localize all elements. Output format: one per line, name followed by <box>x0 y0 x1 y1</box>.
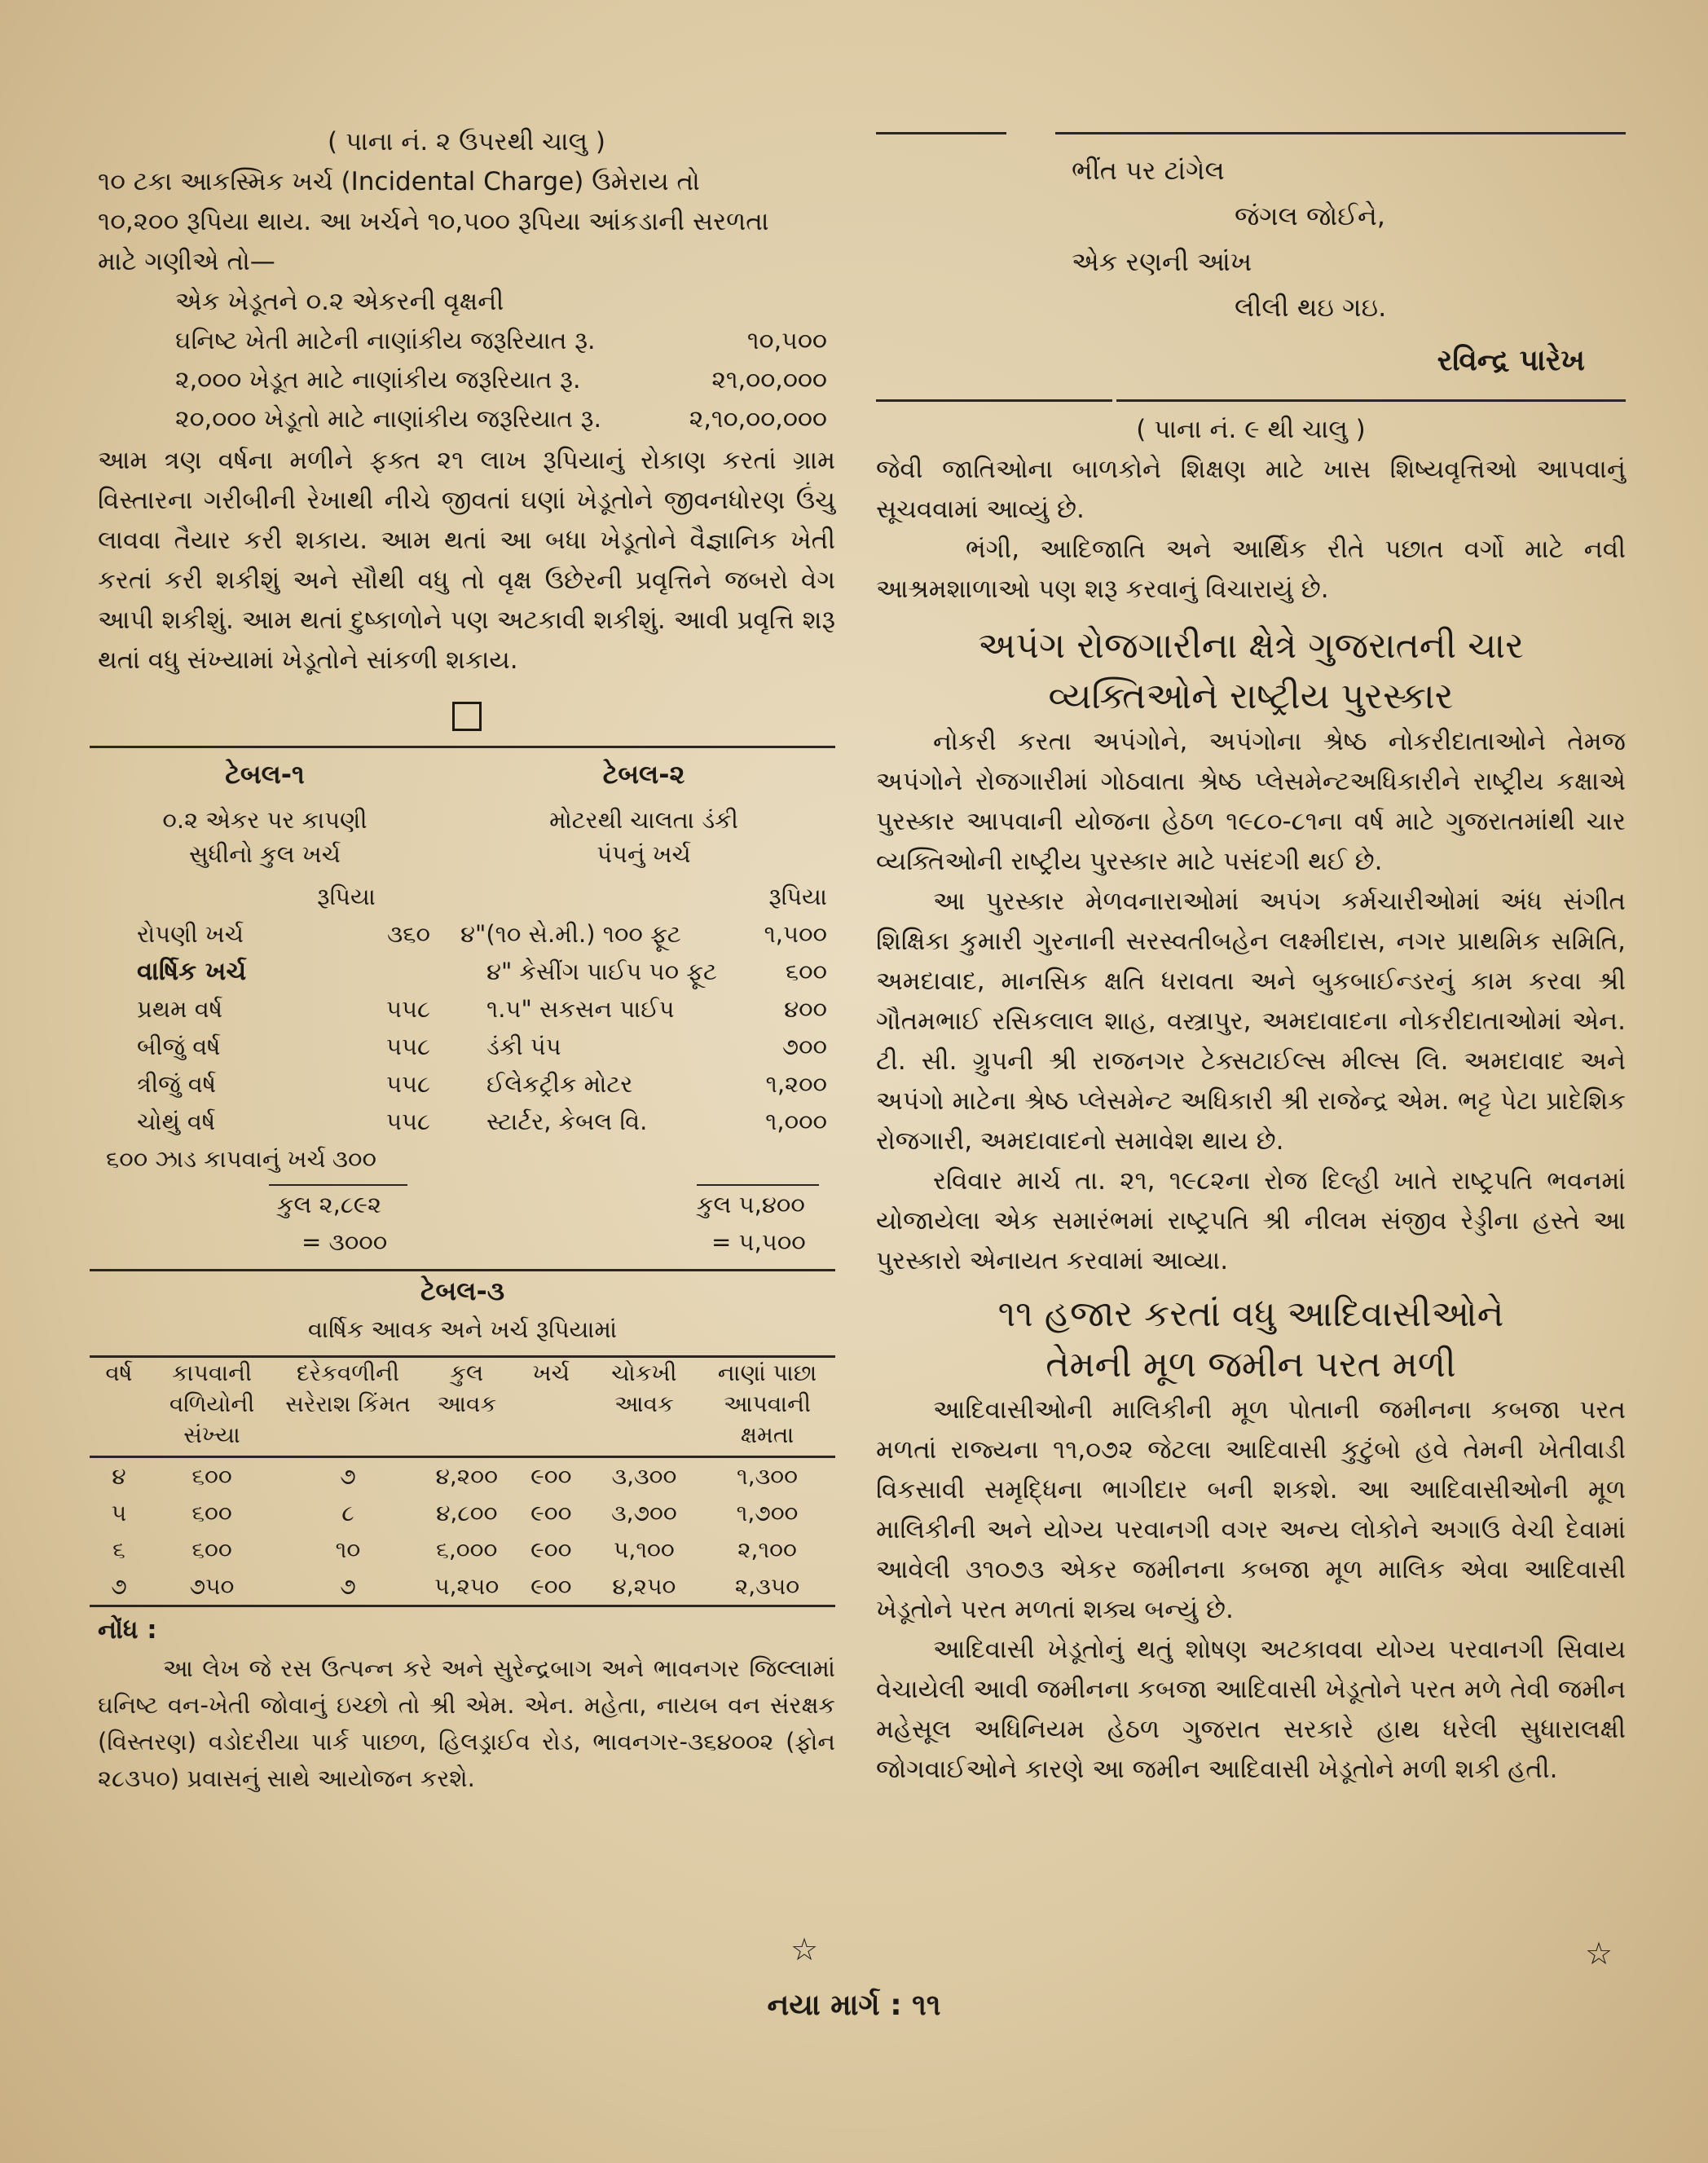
table-1-annual-label: વાર્ષિક ખર્ચ <box>137 957 247 986</box>
article-heading: અપંગ રોજગારીના ક્ષેત્રે ગુજરાતની ચાર <box>978 625 1524 667</box>
table-1-row: બીજું વર્ષ ૫૫૮ <box>137 1033 430 1060</box>
requirement-label: ૨૦,૦૦૦ ખેડૂતો માટે નાણાંકીય જરૂરિયાત રૂ. <box>175 405 602 434</box>
table-header: વર્ષ <box>105 1359 133 1386</box>
table-1-row: રોપણી ખર્ચ ૩૬૦ <box>137 920 430 948</box>
requirement-label: ૨,૦૦૦ ખેડૂત માટે નાણાંકીય જરૂરિયાત રૂ. <box>175 366 581 394</box>
table-2-row: ઈલેકટ્રીક મોટર ૧,૨૦૦ <box>486 1070 827 1098</box>
table-2-row: ૪"(૧૦ સે.મી.) ૧૦૦ ફૂટ ૧,૫૦૦ <box>460 920 827 948</box>
body-paragraph: રવિવાર માર્ચ તા. ૨૧, ૧૯૮૨ના રોજ દિલ્હી ખાતે રાષ્ટ્રપતિ ભવનમાં યોજાયેલા એક સમારંભમાં રાષ્ટ્રપતિ શ્રી નીલમ સંજીવ રેડ્ડીના હસ્તે આ પુરસ્કારો એનાયત કરવામાં આવ્યા. <box>876 1166 1626 1275</box>
table-2-title: ટેબલ-૨ <box>602 759 685 790</box>
table-header: કાપવાની વળિયોની સંખ્યા <box>169 1359 255 1448</box>
table-1-subtitle: સુધીનો કુલ ખર્ચ <box>189 840 341 868</box>
tables-1-2 <box>98 755 835 1261</box>
table-3-subtitle: વાર્ષિક આવક અને ખર્ચ રૂપિયામાં <box>307 1315 618 1343</box>
poem-line: જંગલ જોઈને, <box>1235 200 1385 231</box>
article-heading: તેમની મૂળ જમીન પરત મળી <box>1045 1344 1456 1385</box>
table-row: ૪ ૬૦૦ ૭ ૪,૨૦૦ ૯૦૦ ૩,૩૦૦ ૧,૩૦૦ <box>112 1463 798 1490</box>
intro-line: માટે ગણીએ તો— <box>98 247 275 276</box>
table-2-unit: રૂપિયા <box>768 883 827 910</box>
table-2-subtitle: પંપનું ખર્ચ <box>596 840 691 868</box>
requirement-row <box>98 322 835 361</box>
table-2-total: કુલ ૫,૪૦૦ <box>697 1191 805 1218</box>
table-3 <box>90 1271 835 1607</box>
poem-line: ભીંત પર ટાંગેલ <box>1072 155 1225 186</box>
page-footer: નયા માર્ગ : ૧૧ <box>767 1989 941 2022</box>
table-header: દરેકવળીની સરેરાશ કિંમત <box>285 1359 411 1417</box>
poem-line: લીલી થઇ ગઇ. <box>1235 292 1387 323</box>
body-paragraph: ભંગી, આદિજાતિ અને આર્થિક રીતે પછાત વર્ગો માટે નવી આશ્રમશાળાઓ પણ શરૂ કરવાનું વિચારાયું છે. <box>876 535 1626 604</box>
continued-note-left: ( પાના નં. ૨ ઉપરથી ચાલુ ) <box>328 127 605 156</box>
table-1-subtitle: ૦.૨ એકર પર કાપણી <box>162 806 368 834</box>
right-column <box>876 122 1626 1790</box>
table-1-rounded: = ૩૦૦૦ <box>302 1228 388 1256</box>
body-paragraph: આ પુરસ્કાર મેળવનારાઓમાં અપંગ કર્મચારીઓમાં અંધ સંગીત શિક્ષિકા કુમારી ગુરનાની સરસ્વતીબહેન લક્ષ્મીદાસ, નગર પ્રાથમિક સમિતિ, અમદાવાદ, માનસિક ક્ષતિ ધરાવતા અને બુકબાઈન્ડરનું કામ કરવા શ્રી ગૌતમભાઈ રસિકલાલ શાહ, વસ્ત્રાપુર, અમદાવાદના નોકરીદાતાઓમાં એન. ટી. સી. ગ્રુપની શ્રી રાજનગર ટેક્સટાઈલ્સ મીલ્સ લિ. અમદાવાદ અને અપંગો માટેના શ્રેષ્ઠ પ્લેસમેન્ટ અધિકારી શ્રી રાજેન્દ્ર એમ. ભટ્ટ પેટા પ્રાદેશિક રોજગારી, અમદાવાદનો સમાવેશ થાય છે. <box>876 887 1626 1156</box>
table-2 <box>452 755 835 1261</box>
note-label: નોંધ : <box>98 1615 157 1645</box>
table-2-row: ૧.૫" સકસન પાઈપ ૪૦૦ <box>486 995 827 1023</box>
table-1-unit: રૂપિયા <box>317 883 376 910</box>
table-header: ખર્ચ <box>532 1359 570 1386</box>
star-icon: ☆ <box>790 1932 819 1967</box>
article-heading: વ્યક્તિઓને રાષ્ટ્રીય પુરસ્કાર <box>1048 676 1454 717</box>
square-separator-icon <box>452 702 482 731</box>
table-2-row: સ્ટાર્ટર, કેબલ વિ. ૧,૦૦૦ <box>486 1108 827 1135</box>
section-separator <box>98 702 835 734</box>
poet-name: રવિન્દ્ર પારેખ <box>1437 344 1585 377</box>
requirement-row <box>98 361 835 400</box>
poem-line: એક રણની આંખ <box>1072 246 1252 277</box>
table-3-grid <box>90 1358 835 1605</box>
requirement-intro: એક ખેડૂતને ૦.૨ એકરની વૃક્ષની <box>175 287 504 316</box>
table-header: કુલ આવક <box>437 1359 497 1417</box>
table-header: નાણાં પાછા આપવાની ક્ષમતા <box>717 1359 817 1448</box>
table-row: ૬ ૬૦૦ ૧૦ ૬,૦૦૦ ૯૦૦ ૫,૧૦૦ ૨,૧૦૦ <box>112 1536 797 1563</box>
body-paragraph: જેવી જાતિઓના બાળકોને શિક્ષણ માટે ખાસ શિષ્યવૃત્તિઓ આપવાનું સૂચવવામાં આવ્યું છે. <box>876 455 1626 524</box>
table-3-title: ટેબલ-૩ <box>420 1275 505 1306</box>
body-paragraph: નોકરી કરતા અપંગોને, અપંગોના શ્રેષ્ઠ નોકરીદાતાઓને તેમજ અપંગોને રોજગારીમાં ગોઠવાતા શ્રેષ્ઠ પ્લેસમેન્ટઅધિકારીને રાષ્ટ્રીય કક્ષાએ પુરસ્કાર આપવાની યોજના હેઠળ ૧૯૮૦-૮૧ના વર્ષ માટે ગુજરાતમાંથી ચાર વ્યક્તિઓની રાષ્ટ્રીય પુરસ્કાર માટે પસંદગી થઈ છે. <box>876 727 1626 876</box>
table-header: ચોકખી આવક <box>611 1359 677 1417</box>
continued-note-right: ( પાના નં. ૯ થી ચાલુ ) <box>1136 415 1366 444</box>
table-row: ૫ ૬૦૦ ૮ ૪,૮૦૦ ૯૦૦ ૩,૭૦૦ ૧,૭૦૦ <box>111 1500 799 1526</box>
table-1-total: કુલ ૨,૮૯૨ <box>277 1191 381 1218</box>
requirement-row <box>98 400 835 439</box>
table-top-rule <box>90 746 835 748</box>
table-row: ૭ ૭૫૦ ૭ ૫,૨૫૦ ૯૦૦ ૪,૨૫૦ ૨,૩૫૦ <box>111 1573 800 1600</box>
requirement-value: ૨૧,૦૦,૦૦૦ <box>711 366 827 394</box>
table-2-rounded: = ૫,૫૦૦ <box>711 1228 806 1256</box>
intro-line: ૧૦,૨૦૦ રૂપિયા થાય. આ ખર્ચને ૧૦,૫૦૦ રૂપિયા આંકડાની સરળતા <box>98 207 769 236</box>
left-column <box>98 122 835 1797</box>
table-1-row: ચોથું વર્ષ ૫૫૮ <box>137 1108 430 1135</box>
table-1-row: ત્રીજું વર્ષ ૫૫૮ <box>137 1070 430 1098</box>
table-3-header-row <box>90 1358 835 1457</box>
body-paragraph: આમ ત્રણ વર્ષના મળીને ફક્ત ૨૧ લાખ રૂપિયાનું રોકાણ કરતાં ગ્રામ વિસ્તારના ગરીબીની રેખાથી નીચે જીવતાં ઘણાં ખેડૂતોને જીવનધોરણ ઉંચુ લાવવા તૈયાર કરી શકાય. આમ થતાં આ બધા ખેડૂતોને વૈજ્ઞાનિક ખેતી કરતાં કરી શકીશું અને સૌથી વધુ તો વૃક્ષ ઉછેરની પ્રવૃત્તિને જબરો વેગ આપી શકીશું. આમ થતાં દુષ્કાળોને પણ અટકાવી શકીશું. આવી પ્રવૃત્તિ શરૂ થતાં વધુ સંખ્યામાં ખેડૂતોને સાંકળી શકાય. <box>98 446 835 675</box>
body-paragraph: આદિવાસી ખેડૂતોનું થતું શોષણ અટકાવવા યોગ્ય પરવાનગી સિવાય વેચાયેલી આવી જમીનના કબજા આદિવાસી ખેડૂતોને પરત મળે તેવી જમીન મહેસૂલ અધિનિયમ હેઠળ ગુજરાત સરકારે હાથ ધરેલી સુધારાલક્ષી જોગવાઈઓને કારણે આ જમીન આદિવાસી ખેડૂતોને મળી શકી હતી. <box>876 1635 1626 1784</box>
requirement-label: ઘનિષ્ટ ખેતી માટેની નાણાંકીય જરૂરિયાત રૂ. <box>175 327 596 355</box>
intro-line: ૧૦ ટકા આકસ્મિક ખર્ચ (Incidental Charge) ઉમેરાય તો <box>98 167 700 196</box>
table-1 <box>98 755 432 1261</box>
requirement-value: ૨,૧૦,૦૦,૦૦૦ <box>689 405 827 434</box>
table-1-title: ટેબલ-૧ <box>225 759 305 790</box>
star-icon: ☆ <box>1585 1936 1613 1971</box>
body-paragraph: આદિવાસીઓની માલિકીની મૂળ પોતાની જમીનના કબજા પરત મળતાં રાજ્યના ૧૧,૦૭૨ જેટલા આદિવાસી કુટુંબો હવે તેમની ખેતીવાડી વિકસાવી સમૃદ્ધિના ભાગીદાર બની શકશે. આ આદિવાસીઓની મૂળ માલિકીની અને યોગ્ય પરવાનગી વગર અન્ય લોકોને અગાઉ વેચી દેવામાં આવેલી ૩૧૦૭૩ એકર જમીનના કબજા મૂળ માલિક એવા આદિવાસી ખેડૂતોને પરત મળતાં શક્ય બન્યું છે. <box>876 1395 1626 1624</box>
table-2-row: ૪" કેસીંગ પાઈપ ૫૦ ફૂટ ૬૦૦ <box>486 958 827 985</box>
table-1-row: ૬૦૦ ઝાડ કાપવાનું ખર્ચ ૩૦૦ <box>106 1145 376 1173</box>
table-2-row: ડંકી પંપ ૭૦૦ <box>486 1033 827 1060</box>
table-2-subtitle: મોટરથી ચાલતા ડંકી <box>549 806 738 834</box>
table-1-row: પ્રથમ વર્ષ ૫૫૮ <box>137 995 430 1023</box>
requirement-value: ૧૦,૫૦૦ <box>746 327 827 355</box>
poem-box <box>876 122 1626 403</box>
note-paragraph: આ લેખ જે રસ ઉત્પન્ન કરે અને સુરેન્દ્રબાગ અને ભાવનગર જિલ્લામાં ઘનિષ્ટ વન-ખેતી જોવાનું ઇચ્છો તો શ્રી એમ. એન. મહેતા, નાયબ વન સંરક્ષક (વિસ્તરણ) વડોદરીયા પાર્ક પાછળ, હિલડ્રાઈવ રોડ, ભાવનગર-૩૬૪૦૦૨ (ફોન ૨૮૩૫૦) પ્રવાસનું સાથે આયોજન કરશે. <box>98 1654 835 1792</box>
article-heading: ૧૧ હજાર કરતાં વધુ આદિવાસીઓને <box>997 1293 1504 1335</box>
